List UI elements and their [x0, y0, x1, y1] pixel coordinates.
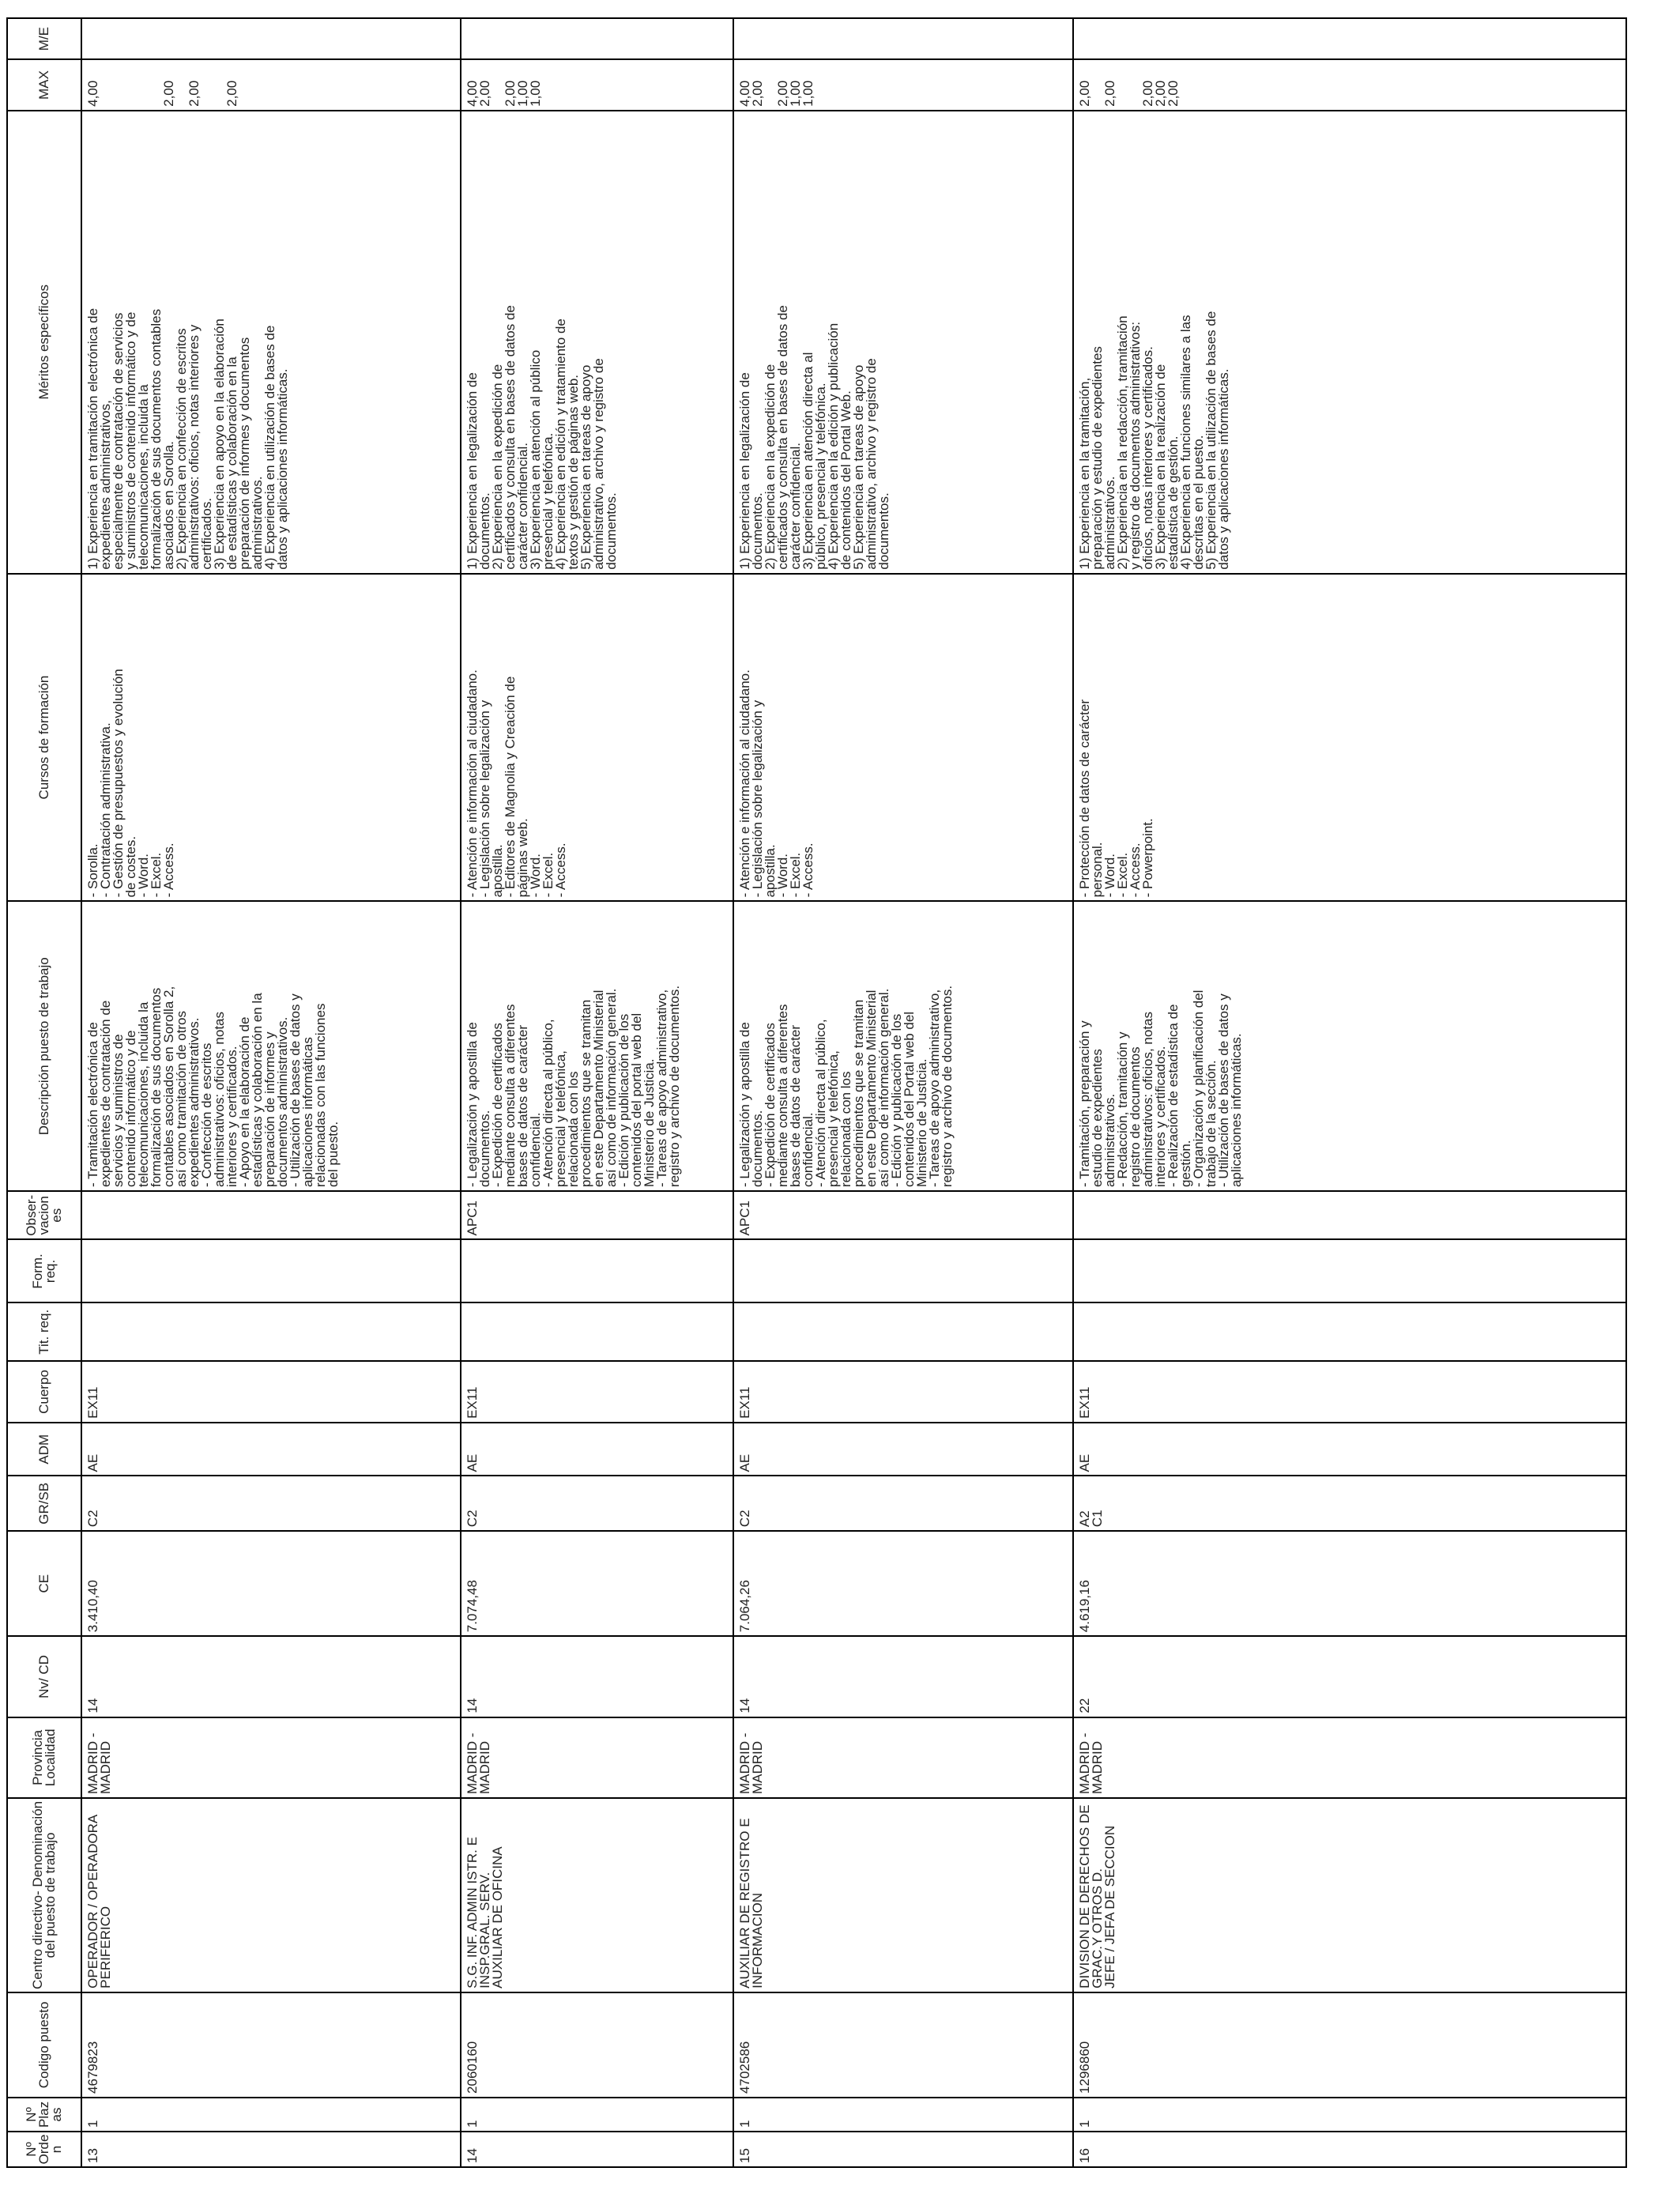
- cell-form: [81, 1239, 461, 1302]
- header-provincia: Provincia Localidad: [7, 1717, 81, 1798]
- header-desc: Descripción puesto de trabajo: [7, 901, 81, 1191]
- table-row: [733, 18, 1073, 2167]
- header-orden: Nº Orden: [7, 2132, 81, 2167]
- header-me: M/E: [7, 18, 81, 59]
- cell-desc: - Tramitación, preparación y estudio de expedientes administrativos. - Redacción, tramitación y registro de documentos administrativos: oficios, notas interiores y certificados. - Realización de estadística de gestión. - Organización y planificación del trabajo de la sección. - Utilización de bases de datos y aplicaciones informáticas.: [1073, 901, 1626, 1191]
- cell-tit: [733, 1302, 1073, 1361]
- header-plazas: Nº Plazas: [7, 2098, 81, 2132]
- header-cuerpo: Cuerpo: [7, 1361, 81, 1423]
- cell-cursos: - Protección de datos de carácter personal. - Word. - Excel. - Access. - Powerpoint.: [1073, 574, 1626, 902]
- cell-codigo: 4679823: [81, 1992, 461, 2098]
- cell-cuerpo: EX11: [81, 1361, 461, 1423]
- cell-cuerpo: EX11: [461, 1361, 733, 1423]
- cell-centro: AUXILIAR DE REGISTRO E INFORMACION: [733, 1798, 1073, 1992]
- centro-directivo: DIVISION DE DERECHOS DE GRAC.Y OTROS D.: [1077, 1804, 1105, 1989]
- cell-me: [81, 18, 461, 59]
- cell-me: [461, 18, 733, 59]
- cell-cuerpo: EX11: [733, 1361, 1073, 1423]
- header-row: [7, 18, 81, 2167]
- cell-grsb: A2 C1: [1073, 1476, 1626, 1531]
- cell-obs: [81, 1191, 461, 1239]
- cell-cuerpo: EX11: [1073, 1361, 1626, 1423]
- cell-plazas: 1: [81, 2098, 461, 2132]
- cell-max: 4,00 2,00 2,00 1,00 1,00: [461, 59, 733, 111]
- cell-nv: 14: [461, 1636, 733, 1717]
- cell-me: [1073, 18, 1626, 59]
- cell-orden: 16: [1073, 2132, 1626, 2167]
- cell-desc: - Legalización y apostilla de documentos. - Expedición de certificados mediante consulta a diferentes bases de datos de carácter confidencial. - Atención directa al público, presencial y telefónica, relacionada con los procedimientos que se tramitan en este Departamento Ministerial así como de información general. - Edición y publicación de los contenidos del Portal web del Ministerio de Justicia. - Tareas de apoyo administrativo, registro y archivo de documentos.: [733, 901, 1073, 1191]
- cell-adm: AE: [81, 1423, 461, 1476]
- cell-tit: [81, 1302, 461, 1361]
- job-positions-table: [6, 17, 1627, 2168]
- cell-form: [733, 1239, 1073, 1302]
- cell-ce: 4.619,16: [1073, 1531, 1626, 1636]
- cell-grsb: C2: [81, 1476, 461, 1531]
- cell-ce: 7.074,48: [461, 1531, 733, 1636]
- header-cursos: Cursos de formación: [7, 574, 81, 902]
- cell-desc: - Tramitación electrónica de expedientes de contratación de servicios y suministros de contenido informático y de telecomunicaciones, incluida la formalización de sus documentos contables asociados en Sorolla 2, así como tramitación de otros expedientes administrativos. - Confección de escritos administrativos: oficios, notas interiores y certificados. - Apoyo en la elaboración de estadísticas y colaboración en la preparación de informes y documentos administrativos. - Utilización de bases de datos y aplicaciones informáticas relacionadas con las funciones del puesto.: [81, 901, 461, 1191]
- cell-adm: AE: [1073, 1423, 1626, 1476]
- cell-provincia: MADRID - MADRID: [81, 1717, 461, 1798]
- cell-tit: [1073, 1302, 1626, 1361]
- cell-cursos: - Sorolla. - Contratación administrativa. - Gestión de presupuestos y evolución de costes. - Word. - Excel. - Access.: [81, 574, 461, 902]
- cell-cursos: - Atención e información al ciudadano. - Legislación sobre legalización y apostilla. - Word. - Excel. - Access.: [733, 574, 1073, 902]
- header-tit: Tit. req.: [7, 1302, 81, 1361]
- cell-plazas: 1: [461, 2098, 733, 2132]
- cell-adm: AE: [733, 1423, 1073, 1476]
- cell-orden: 14: [461, 2132, 733, 2167]
- cell-centro-wrap: [1073, 1798, 1626, 1992]
- cell-me: [733, 18, 1073, 59]
- header-obs: Obser- vaciones: [7, 1191, 81, 1239]
- header-meritos: Méritos específicos: [7, 111, 81, 574]
- cell-codigo: 2060160: [461, 1992, 733, 2098]
- header-adm: ADM: [7, 1423, 81, 1476]
- header-codigo: Codigo puesto: [7, 1992, 81, 2098]
- cell-adm: AE: [461, 1423, 733, 1476]
- cell-orden: 13: [81, 2132, 461, 2167]
- cell-form: [1073, 1239, 1626, 1302]
- cell-provincia: MADRID - MADRID: [1073, 1717, 1626, 1798]
- puesto-denominacion: JEFE / JEFA DE SECCION: [1102, 1825, 1117, 1989]
- cell-centro-wrap: [461, 1798, 733, 1992]
- cell-plazas: 1: [733, 2098, 1073, 2132]
- cell-nv: 22: [1073, 1636, 1626, 1717]
- table-row: [1073, 18, 1626, 2167]
- header-ce: CE: [7, 1531, 81, 1636]
- cell-meritos: 1) Experiencia en legalización de documentos. 2) Experiencia en la expedición de certificados y consulta en bases de datos de carácter confidencial. 3) Experiencia en atención directa al público, presencial y telefónica. 4) Experiencia en la edición y publicación de contenidos del Portal Web. 5) Experiencia en tareas de apoyo administrativo, archivo y registro de documentos.: [733, 111, 1073, 574]
- header-grsb: GR/SB: [7, 1476, 81, 1531]
- cell-obs: [1073, 1191, 1626, 1239]
- cell-provincia: MADRID - MADRID: [461, 1717, 733, 1798]
- cell-max: 2,00 2,00 2,00 2,00 2,00: [1073, 59, 1626, 111]
- cell-max: 4,00 2,00 2,00 1,00 1,00: [733, 59, 1073, 111]
- cell-plazas: 1: [1073, 2098, 1626, 2132]
- header-nv: Nv/ CD: [7, 1636, 81, 1717]
- cell-tit: [461, 1302, 733, 1361]
- cell-desc: - Legalización y apostilla de documentos. - Expedición de certificados mediante consulta a diferentes bases de datos de carácter confidencial. - Atención directa al público, presencial y telefónica, relacionada con los procedimientos que se tramitan en este Departamento Ministerial así como de información general. - Edición y publicación de los contenidos del portal web del Ministerio de Justicia. - Tareas de apoyo administrativo, registro y archivo de documentos.: [461, 901, 733, 1191]
- header-centro: Centro directivo- Denominación del puesto de trabajo: [7, 1798, 81, 1992]
- cell-grsb: C2: [733, 1476, 1073, 1531]
- puesto-denominacion: AUXILIAR DE OFICINA: [490, 1846, 505, 1989]
- cell-meritos: 1) Experiencia en legalización de documentos. 2) Experiencia en la expedición de certificados y consulta en bases de datos de carácter confidencial. 3) Experiencia en atención al público presencial y telefónica. 4) Experiencia en edición y tratamiento de textos y gestión de páginas web. 5) Experiencia en tareas de apoyo administrativo, archivo y registro de documentos.: [461, 111, 733, 574]
- cell-codigo: 4702586: [733, 1992, 1073, 2098]
- table-row: [461, 18, 733, 2167]
- cell-nv: 14: [81, 1636, 461, 1717]
- cell-centro: OPERADOR / OPERADORA PERIFERICO: [81, 1798, 461, 1992]
- cell-ce: 7.064,26: [733, 1531, 1073, 1636]
- header-max: MAX: [7, 59, 81, 111]
- cell-meritos: 1) Experiencia en tramitación electrónica de expedientes administrativos, especialmente de contratación de servicios y suministros de contenido informático y de telecomunicaciones, incluida la formalización de sus documentos contables asociados en Sorolla. 2) Experiencia en confección de escritos administrativos: oficios, notas interiores y certificados. 3) Experiencia en apoyo en la elaboración de estadísticas y colaboración en la preparación de informes y documentos administrativos. 4) Experiencia en utilización de bases de datos y aplicaciones informáticas.: [81, 111, 461, 574]
- cell-obs: APC1: [461, 1191, 733, 1239]
- cell-orden: 15: [733, 2132, 1073, 2167]
- cell-cursos: - Atención e información al ciudadano. - Legislación sobre legalización y apostilla. - Editores de Magnolia y Creación de páginas web. - Word. - Excel. - Access.: [461, 574, 733, 902]
- cell-nv: 14: [733, 1636, 1073, 1717]
- header-form: Form. req.: [7, 1239, 81, 1302]
- cell-provincia: MADRID - MADRID: [733, 1717, 1073, 1798]
- cell-meritos: 1) Experiencia en la tramitación, preparación y estudio de expedientes administrativos. 2) Experiencia en la redacción, tramitación y registro de documentos administrativos: oficios, notas interiores y certificados. 3) Experiencia en la realización de estadística de gestión. 4) Experiencia en funciones similares a las descritas en el puesto. 5) Experiencia en la utilización de bases de datos y aplicaciones informáticas.: [1073, 111, 1626, 574]
- cell-grsb: C2: [461, 1476, 733, 1531]
- cell-form: [461, 1239, 733, 1302]
- cell-ce: 3.410,40: [81, 1531, 461, 1636]
- cell-obs: APC1: [733, 1191, 1073, 1239]
- centro-directivo: S.G. INF. ADMIN ISTR. E INSP.GRAL. SERV.: [465, 1837, 492, 1989]
- table-row: [81, 18, 461, 2167]
- cell-codigo: 1296860: [1073, 1992, 1626, 2098]
- cell-max: 4,00 2,00 2,00 2,00: [81, 59, 461, 111]
